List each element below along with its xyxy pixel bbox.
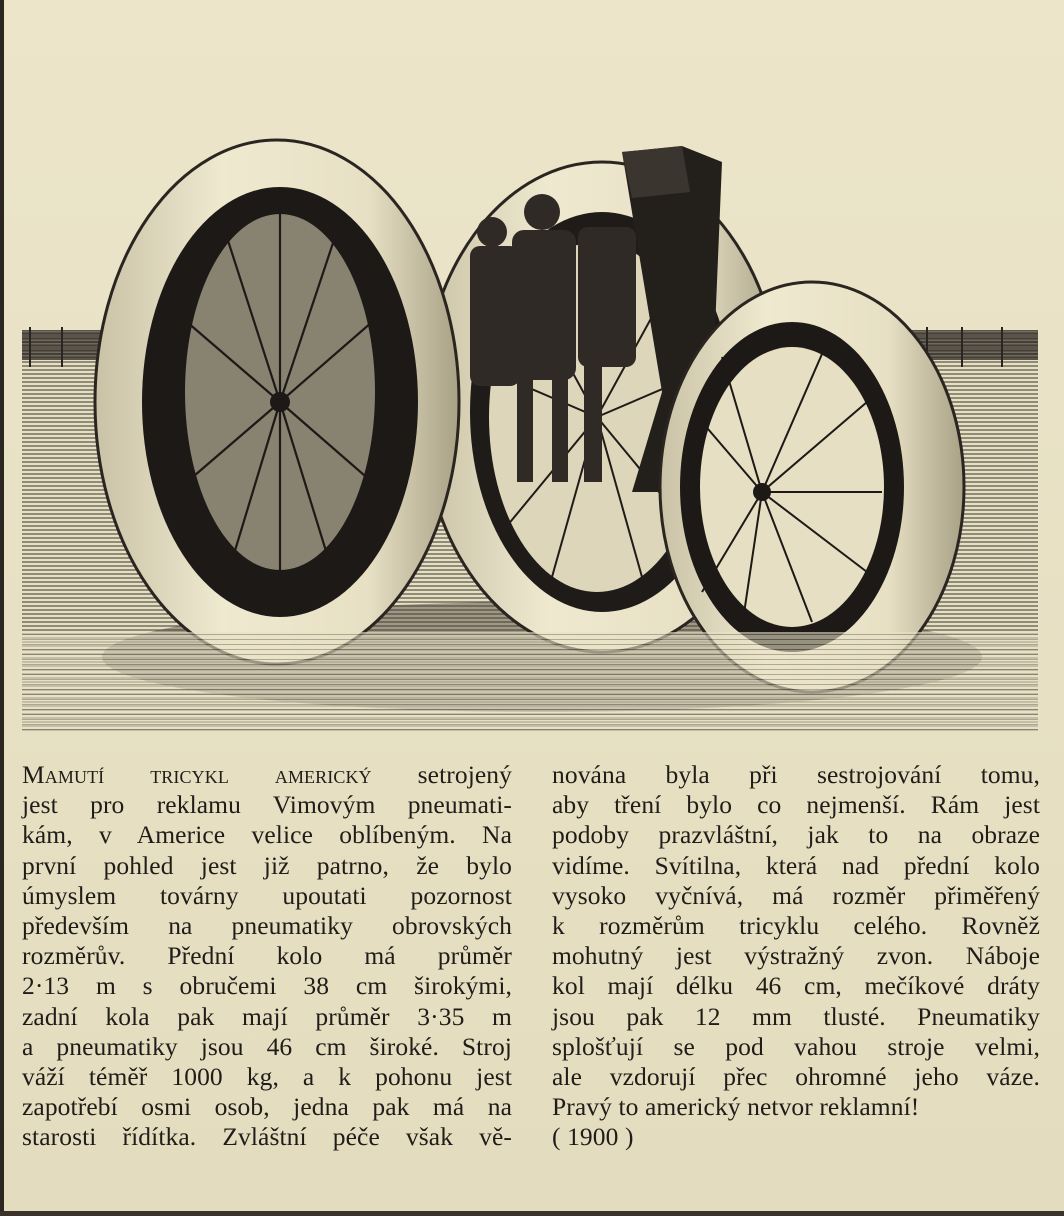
- article-line: starosti řídítka. Zvláštní péče však vě-: [22, 1122, 512, 1152]
- article-line: kám, v Americe velice oblíbeným. Na: [22, 820, 512, 850]
- article-heading: Mamutí tricykl americký: [22, 760, 372, 789]
- page-edge-bottom: [0, 1211, 1064, 1216]
- article-line: splošťují se pod vahou stroje velmi,: [552, 1031, 1040, 1061]
- article-line: vidíme. Svítilna, která nad přední kolo: [552, 850, 1040, 880]
- article-line: 2·13 m s obručemi 38 cm širokými,: [22, 971, 512, 1001]
- article-line: především na pneumatiky obrovských: [22, 910, 512, 940]
- article-text: [22, 760, 1040, 1160]
- article-line: úmyslem továrny upoutati pozornost: [22, 880, 512, 910]
- article-line: nována byla při sestrojování tomu,: [552, 760, 1040, 789]
- article-line: zadní kola pak mají průměr 3·35 m: [22, 1001, 512, 1031]
- article-column-left: [22, 760, 512, 1160]
- page-edge-left: [0, 0, 4, 1216]
- article-line: jest pro reklamu Vimovým pneumati-: [22, 790, 512, 820]
- front-wheel: [660, 282, 964, 692]
- article-line: aby tření bylo co nejmenší. Rám jest: [552, 790, 1040, 820]
- article-column-right: [552, 760, 1040, 1160]
- article-line: první pohled jest již patrno, že bylo: [22, 850, 512, 880]
- engraving-illustration: [22, 72, 1038, 732]
- article-line: mohutný jest výstražný zvon. Náboje: [552, 941, 1040, 971]
- article-line: k rozměrům tricyklu celého. Rovněž: [552, 910, 1040, 940]
- ground-texture: [22, 632, 1038, 732]
- article-line: a pneumatiky jsou 46 cm široké. Stroj: [22, 1031, 512, 1061]
- article-line: jsou pak 12 mm tlusté. Pneumatiky: [552, 1001, 1040, 1031]
- article-line: podoby prazvláštní, jak to na obraze: [552, 820, 1040, 850]
- article-line: vysoko vyčnívá, má rozměr přiměřený: [552, 880, 1040, 910]
- article-line: kol mají délku 46 cm, mečíkové dráty: [552, 971, 1040, 1001]
- article-date: ( 1900 ): [552, 1122, 634, 1152]
- rear-left-wheel: [95, 140, 459, 664]
- article-line: zapotřebí osmi osob, jedna pak má na: [22, 1092, 512, 1122]
- article-line: [22, 760, 512, 790]
- article-line: ale vzdorují přec ohromné jeho váze.: [552, 1061, 1040, 1091]
- article-line-text: setrojený: [371, 760, 512, 789]
- article-line: váží téměř 1000 kg, a k pohonu jest: [22, 1061, 512, 1091]
- article-line: Pravý to americký netvor reklamní!: [552, 1092, 920, 1122]
- article-line: rozměrův. Přední kolo má průměr: [22, 941, 512, 971]
